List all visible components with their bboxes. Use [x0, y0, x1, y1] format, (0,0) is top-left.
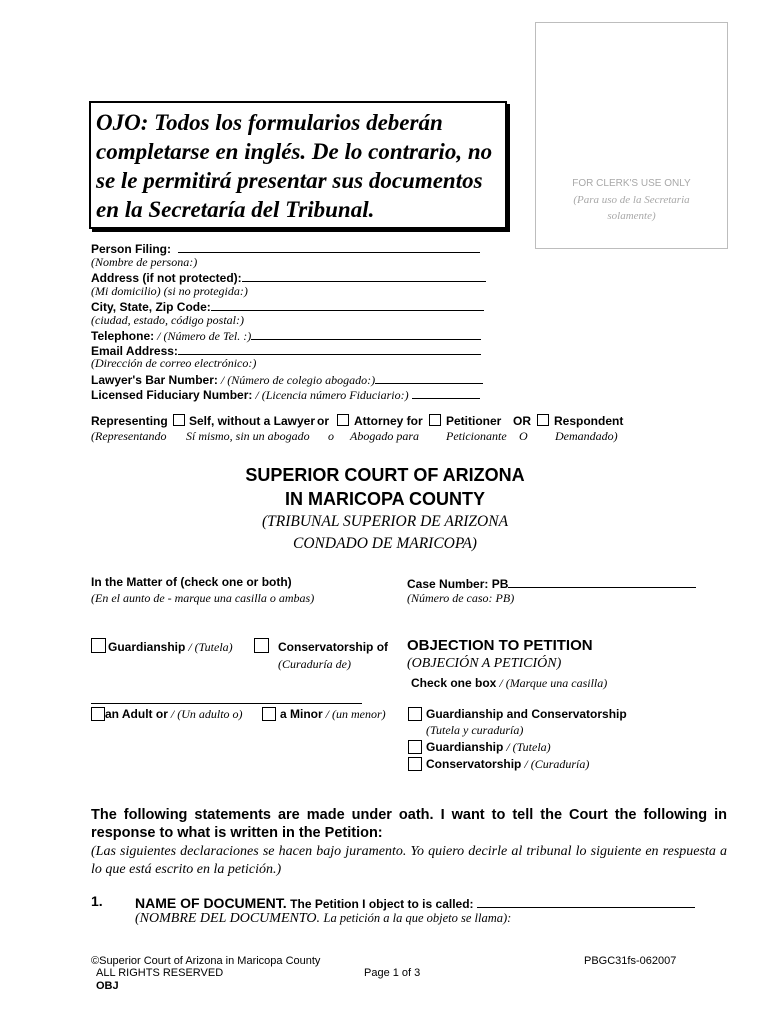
clerk-sublabel: (Para uso de la Secretaria solamente)	[573, 194, 690, 222]
footer-copyright: ©Superior Court of Arizona in Maricopa County	[91, 955, 321, 967]
item1-title-es: (NOMBRE DEL DOCUMENTO.	[135, 911, 320, 926]
matter-label: In the Matter of (check one or both)	[91, 575, 292, 589]
or-es: o	[328, 429, 334, 443]
item1-text-es: La petición a la que objeto se llama):	[323, 911, 512, 925]
opt-guardianship-checkbox[interactable]	[408, 740, 422, 754]
item1-text: The Petition I object to is called	[290, 897, 470, 911]
bar-es: / (Número de colegio abogado:)	[220, 373, 376, 387]
opt-guardianship-row	[426, 740, 551, 755]
bar-label: Lawyer's Bar Number:	[91, 373, 218, 387]
notice-text: OJO: Todos los formularios deberán completarse en inglés. De lo contrario, no se le permitirá presentar sus documentos en la Secretaría del Tribunal.	[96, 110, 493, 222]
opt-conservatorship-row	[426, 757, 589, 772]
minor-label: a Minor	[280, 707, 323, 721]
check-one-row	[411, 676, 607, 691]
opt-guardianship-conservatorship-checkbox[interactable]	[408, 707, 422, 721]
footer-code: PBGC31fs-062007	[584, 955, 677, 967]
opt-conservatorship-label: Conservatorship	[426, 757, 522, 771]
opt-conservatorship-checkbox[interactable]	[408, 757, 422, 771]
matter-es: (En el aunto de - marque una casilla o ambas)	[91, 591, 315, 605]
or-label: or	[317, 414, 329, 428]
adult-es: / (Un adulto o)	[170, 707, 243, 721]
self-label: Self, without a Lawyer	[189, 414, 316, 428]
person-filing-label: Person Filing:	[91, 242, 172, 256]
or-caps-label: OR	[513, 414, 531, 428]
objection-title-es: (OBJECIÓN A PETICIÓN)	[407, 656, 562, 671]
footer-page: Page 1 of 3	[364, 967, 421, 979]
person-filing-field[interactable]	[178, 240, 480, 253]
respondent-checkbox[interactable]	[537, 414, 549, 426]
item1-field[interactable]	[477, 893, 695, 908]
item1-es-row	[135, 911, 511, 927]
conservatorship-label: Conservatorship of	[278, 640, 389, 654]
city-es: (ciudad, estado, código postal:)	[91, 313, 244, 327]
court-title-line1: SUPERIOR COURT OF ARIZONA	[245, 465, 525, 485]
case-number-field[interactable]	[508, 575, 696, 588]
guardianship-checkbox[interactable]	[91, 638, 106, 653]
respondent-label: Respondent	[554, 414, 624, 428]
email-es: (Dirección de correo electrónico:)	[91, 356, 257, 370]
telephone-es: / (Número de Tel. :)	[157, 329, 252, 343]
clerk-label: FOR CLERK'S USE ONLY	[572, 178, 691, 189]
or-caps-es: O	[519, 429, 528, 443]
opt-guardianship-es: / (Tutela)	[506, 740, 551, 754]
adult-label: an Adult or	[105, 707, 168, 721]
address-field[interactable]	[242, 269, 486, 282]
case-number-label: Case Number: PB	[407, 577, 509, 591]
objection-title: OBJECTION TO PETITION	[407, 637, 593, 654]
fiduciary-row	[91, 386, 480, 403]
footer-obj: OBJ	[96, 980, 119, 992]
opt-conservatorship-es: / (Curaduría)	[524, 757, 590, 771]
address-label: Address (if not protected):	[91, 271, 242, 285]
attorney-checkbox[interactable]	[337, 414, 349, 426]
email-label: Email Address:	[91, 344, 178, 358]
item1-row: NAME OF DOCUMENT. The Petition I object to is called:	[135, 893, 695, 913]
bar-field[interactable]	[375, 371, 483, 384]
city-label: City, State, Zip Code:	[91, 300, 211, 314]
attorney-label: Attorney for	[354, 414, 423, 428]
person-filing-es: (Nombre de persona:)	[91, 255, 198, 269]
petitioner-checkbox[interactable]	[429, 414, 441, 426]
case-number-es: (Número de caso: PB)	[407, 591, 515, 605]
adult-checkbox[interactable]	[91, 707, 105, 721]
court-title-es-line2: CONDADO DE MARICOPA)	[293, 535, 477, 552]
check-one-es: / (Marque una casilla)	[499, 676, 608, 690]
address-es: (Mi domicilio) (si no protegida:)	[91, 284, 248, 298]
minor-es: / (un menor)	[325, 707, 386, 721]
minor-row	[280, 707, 386, 722]
representing-label: Representing	[91, 414, 168, 428]
opt-guardianship-label: Guardianship	[426, 740, 504, 754]
item1-number: 1.	[91, 893, 103, 909]
email-field[interactable]	[178, 342, 481, 355]
guardianship-label: Guardianship	[108, 640, 186, 654]
check-one-label: Check one box	[411, 676, 497, 690]
guardianship-es: / (Tutela)	[188, 640, 233, 654]
telephone-label: Telephone:	[91, 329, 155, 343]
fiduciary-field[interactable]	[412, 386, 480, 399]
city-field[interactable]	[211, 298, 484, 311]
telephone-field[interactable]	[251, 327, 481, 340]
representing-es: (Representando	[91, 429, 167, 443]
petitioner-label: Petitioner	[446, 414, 502, 428]
footer-rights: ALL RIGHTS RESERVED	[96, 967, 224, 979]
self-checkbox[interactable]	[173, 414, 185, 426]
item1-title: NAME OF DOCUMENT.	[135, 895, 287, 911]
case-number-row	[407, 575, 696, 592]
self-es: Sí mismo, sin un abogado	[186, 429, 310, 443]
opt-guardianship-conservatorship-label: Guardianship and Conservatorship	[426, 707, 627, 721]
adult-row	[105, 707, 243, 722]
opt-guardianship-conservatorship-es: (Tutela y curaduría)	[426, 723, 524, 737]
conservatorship-es: (Curaduría de)	[278, 657, 351, 671]
ward-name-field[interactable]	[91, 703, 362, 704]
respondent-es: Demandado)	[555, 429, 618, 443]
court-title-line2: IN MARICOPA COUNTY	[285, 489, 485, 509]
conservatorship-checkbox[interactable]	[254, 638, 269, 653]
fiduciary-es: / (Licencia número Fiduciario:)	[255, 388, 409, 402]
fiduciary-label: Licensed Fiduciary Number:	[91, 388, 253, 402]
minor-checkbox[interactable]	[262, 707, 276, 721]
petitioner-es: Peticionante	[446, 429, 507, 443]
oath-statement: The following statements are made under oath. I want to tell the Court the following in response to what is written in the Petition:	[91, 807, 727, 841]
oath-statement-es: (Las siguientes declaraciones se hacen bajo juramento. Yo quiero decirle al tribunal lo siguiente en respuesta a lo que está escrito en la petición.)	[91, 844, 727, 877]
court-title-es-line1: (TRIBUNAL SUPERIOR DE ARIZONA	[261, 513, 509, 530]
guardianship-row	[108, 640, 233, 655]
attorney-es: Abogado para	[350, 429, 419, 443]
